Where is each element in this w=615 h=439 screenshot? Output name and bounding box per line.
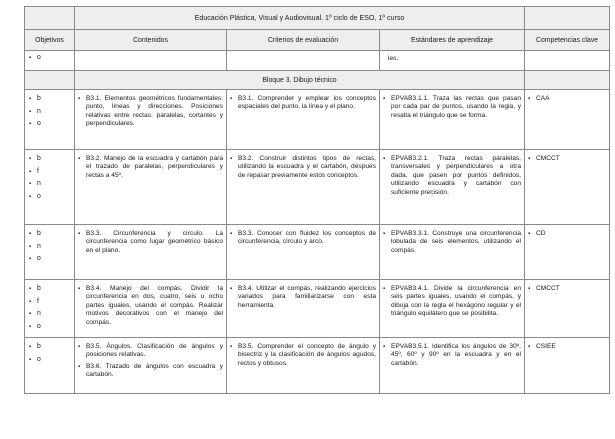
bullet-icon: ▪ (528, 231, 531, 237)
contenidos-cell (75, 90, 227, 150)
bullet-icon: ▪ (29, 193, 32, 200)
bullet-icon: ▪ (29, 243, 32, 250)
table-body (25, 90, 610, 394)
estandares-cell (380, 225, 525, 280)
criterios-cell (227, 90, 380, 150)
bullet-icon: ▪ (29, 108, 32, 115)
bullet-icon: ▪ (78, 231, 81, 237)
estandares-text: EPVAB3.3.1. Construye una circunferencia lobulada de seis elementos, utilizando el compás. (391, 230, 521, 254)
curriculum-table (24, 6, 610, 394)
criterios-text: B3.4. Utilizar el compás, realizando ejercicios variados para familiarizarse con esta herramienta. (238, 285, 376, 309)
criterios-cell (227, 225, 380, 280)
table-row (25, 90, 610, 150)
bullet-icon: ▪ (383, 96, 386, 102)
objective-code: b (37, 230, 41, 237)
table-row (25, 150, 610, 225)
objective-code: b (37, 95, 41, 102)
objective-code: o (37, 54, 41, 61)
continued-standard: les. (380, 51, 525, 71)
contenidos-cell (75, 338, 227, 394)
bullet-icon: ▪ (29, 323, 32, 330)
criterios-cell (227, 150, 380, 225)
estandares-cell (380, 150, 525, 225)
competencia-code: CD (536, 230, 546, 237)
objetivos-cell (25, 225, 75, 280)
objective-code: o (37, 322, 41, 330)
table-row (25, 225, 610, 280)
header-row (25, 30, 610, 51)
objective-code: n (37, 310, 41, 317)
bullet-icon: ▪ (29, 356, 32, 363)
bullet-icon: ▪ (383, 156, 386, 162)
bullet-icon: ▪ (230, 156, 233, 162)
objetivos-cell (25, 280, 75, 338)
bullet-icon: ▪ (78, 156, 81, 162)
competencia-code: CMCCT (536, 155, 560, 162)
estandares-text: EPVAB3.5.1. Identifica los ángulos de 30º, 45º, 60º y 90º en la escuadra y en el cartabón. (391, 343, 521, 367)
objective-code: f (37, 297, 39, 305)
objetivos-cell (25, 338, 75, 394)
bullet-icon: ▪ (78, 96, 81, 102)
bullet-icon: ▪ (29, 256, 32, 262)
block-title-row (25, 71, 610, 90)
objective-code: o (37, 255, 41, 262)
header-objetivos: Objetivos (25, 30, 75, 51)
competencia-code: CSIEE (536, 343, 556, 350)
bullet-icon: ▪ (383, 231, 386, 237)
bullet-icon: ▪ (78, 363, 81, 370)
objective-code: o (37, 355, 41, 363)
objective-code: b (37, 285, 41, 292)
contenidos-text: B3.3. Circunferencia y círculo. La circunferencia como lugar geométrico básico en el plano. (86, 230, 223, 254)
table-row (25, 280, 610, 338)
objective-code: b (37, 155, 41, 162)
bullet-icon: ▪ (528, 286, 531, 292)
bullet-icon: ▪ (230, 231, 233, 237)
competencia-code: CMCCT (536, 285, 560, 292)
objetivos-cell (25, 90, 75, 150)
bullet-icon: ▪ (383, 286, 386, 292)
objective-code: o (37, 120, 41, 127)
block-title: Bloque 3. Dibujo técnico (75, 71, 525, 90)
objective-code: f (37, 167, 39, 175)
bullet-icon: ▪ (528, 156, 531, 162)
bullet-icon: ▪ (29, 181, 32, 187)
objective-code: n (37, 242, 41, 250)
bullet-icon: ▪ (29, 344, 32, 350)
header-competencias: Competencias clave (525, 30, 610, 51)
criterios-text: B3.5. Comprender el concepto de ángulo y bisectriz y la clasificación de ángulos agudos, rectos y obtusos. (238, 343, 376, 367)
contenidos-cell (75, 225, 227, 280)
objective-code: o (37, 192, 41, 200)
competencias-cell (525, 90, 610, 150)
contenidos-text: B3.5. Ángulos. Clasificación de ángulos y posiciones relativas. (86, 343, 223, 359)
bullet-icon: ▪ (383, 344, 386, 350)
contenidos-text: B3.1. Elementos geométricos fundamentales: punto, líneas y direcciones. Posiciones relativas entre rectas: paralelas, cortantes y perpendiculares. (86, 95, 223, 128)
table-row (25, 338, 610, 394)
objective-code: b (37, 343, 41, 350)
bullet-icon: ▪ (78, 344, 81, 350)
criterios-text: B3.3. Conocer con fluidez los conceptos de circunferencia, círculo y arco. (238, 230, 376, 246)
contenidos-cell (75, 150, 227, 225)
bullet-icon: ▪ (29, 231, 32, 237)
competencia-code: CAA (536, 95, 550, 102)
bullet-icon: ▪ (29, 168, 32, 175)
bullet-icon: ▪ (528, 96, 531, 102)
table-title: Educación Plástica, Visual y Audiovisual. 1º ciclo de ESO, 1º curso (75, 7, 525, 30)
bullet-icon: ▪ (29, 121, 32, 127)
bullet-icon: ▪ (29, 96, 32, 102)
bullet-icon: ▪ (29, 156, 32, 162)
criterios-text: B3.2. Construir distintos tipos de rectas, utilizando la escuadra y el cartabón, después de repasar previamente estos conceptos. (238, 155, 376, 179)
bullet-icon: ▪ (230, 286, 233, 292)
criterios-text: B3.1. Comprender y emplear los conceptos espaciales del punto, la línea y el plano. (238, 95, 376, 111)
criterios-cell (227, 338, 380, 394)
objetivos-cell (25, 150, 75, 225)
bullet-icon: ▪ (29, 286, 32, 292)
header-criterios: Criterios de evaluación (227, 30, 380, 51)
estandares-cell (380, 280, 525, 338)
bullet-icon: ▪ (528, 344, 531, 350)
estandares-text: EPVAB3.4.1. Divide la circunferencia en seis partes iguales, usando el compás, y dibuja con la regla el hexágono regular y el triángulo equilátero que se posibilita. (391, 285, 521, 318)
competencias-cell (525, 280, 610, 338)
competencias-cell (525, 338, 610, 394)
estandares-cell (380, 90, 525, 150)
contenidos-text: B3.4. Manejo del compás. Dividir la circunferencia en dos, cuatro, seis u ocho partes iguales, usando el compás. Realizar motivos decorativos con el manejo del compás. (86, 285, 223, 326)
bullet-icon: ▪ (230, 96, 233, 102)
competencias-cell (525, 225, 610, 280)
estandares-text: EPVAB3.1.1. Traza las rectas que pasan por cada par de puntos, usando la regla, y resalta el triángulo que se forma. (391, 95, 521, 119)
contenidos-text: B3.2. Manejo de la escuadra y cartabón para el trazado de paralelas, perpendiculares y rectas a 45º. (86, 155, 223, 179)
objective-code: n (37, 107, 41, 115)
competencias-cell (525, 150, 610, 225)
table-title-row (25, 7, 610, 30)
header-contenidos: Contenidos (75, 30, 227, 51)
header-estandares: Estándares de aprendizaje (380, 30, 525, 51)
estandares-cell (380, 338, 525, 394)
estandares-text: EPVAB3.2.1. Traza rectas paralelas, transversales y perpendiculares a otra dada, que pasen por puntos definidos, utilizando escuadra y cartabón con suficiente precisión. (391, 155, 521, 196)
objective-code: n (37, 180, 41, 187)
contenidos-text: B3.6. Trazado de ángulos con escuadra y cartabón. (86, 362, 223, 379)
bullet-icon: ▪ (230, 344, 233, 350)
criterios-cell (227, 280, 380, 338)
bullet-icon: ▪ (29, 311, 32, 317)
bullet-icon: ▪ (29, 298, 32, 305)
continued-row (25, 51, 610, 71)
contenidos-cell (75, 280, 227, 338)
bullet-icon: ▪ (29, 55, 32, 61)
bullet-icon: ▪ (78, 286, 81, 292)
